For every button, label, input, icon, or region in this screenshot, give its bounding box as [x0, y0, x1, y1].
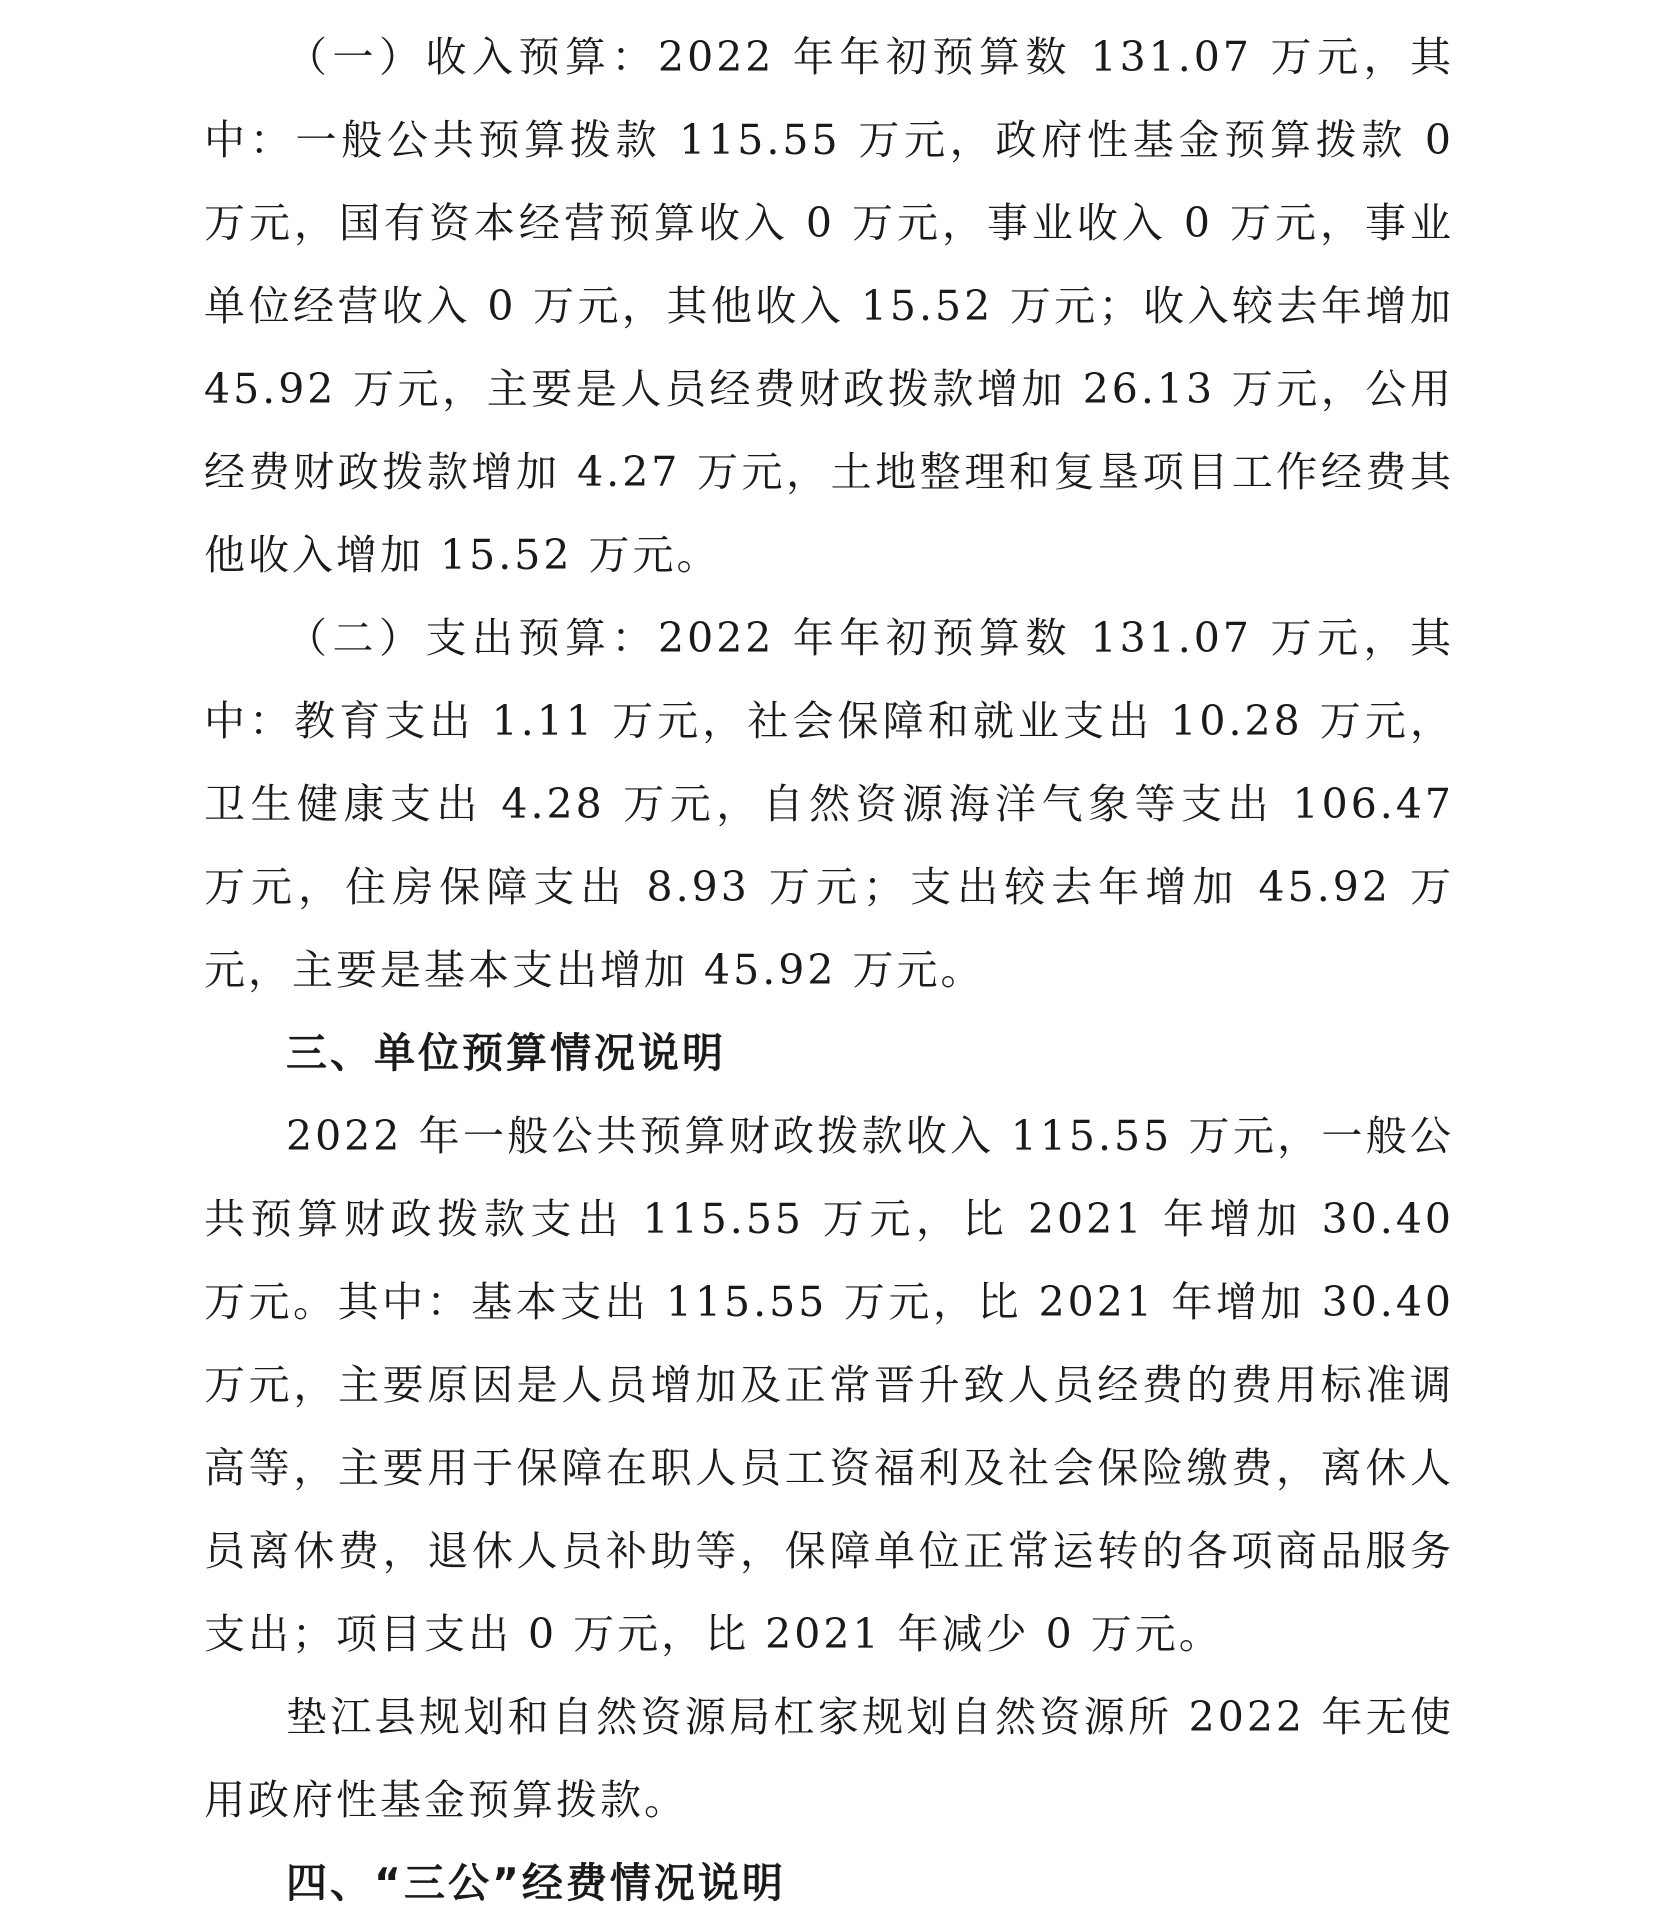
section-4-heading: 四、“三公”经费情况说明 — [286, 1859, 786, 1907]
income-budget-paragraph: （一）收入预算：2022 年年初预算数 131.07 万元，其中：一般公共预算拨款 115.55 万元，政府性基金预算拨款 0 万元，国有资本经营预算收入 0 万元，事业收入 0 万元，事业单位经营收入 0 万元，其他收入 15.52 万元；收入较去年增加 45.92 万元，主要是人员经费财政拨款增加 26.13 万元，公用经费财政拨款增加 4.27 万元，土地整理和复垦项目工作经费其他收入增加 15.52 万元。 — [204, 33, 1454, 579]
expenditure-budget-paragraph: （二）支出预算：2022 年年初预算数 131.07 万元，其中：教育支出 1.11 万元，社会保障和就业支出 10.28 万元，卫生健康支出 4.28 万元，自然资源海洋气象等支出 106.47 万元，住房保障支出 8.93 万元；支出较去年增加 45.92 万元，主要是基本支出增加 45.92 万元。 — [204, 614, 1454, 994]
government-fund-paragraph: 垫江县规划和自然资源局杠家规划自然资源所 2022 年无使用政府性基金预算拨款。 — [204, 1693, 1454, 1824]
document-page — [204, 16, 1454, 1925]
section-3-heading: 三、单位预算情况说明 — [286, 1029, 726, 1077]
section-3-body: 2022 年一般公共预算财政拨款收入 115.55 万元，一般公共预算财政拨款支出 115.55 万元，比 2021 年增加 30.40 万元。其中：基本支出 115.55 万元，比 2021 年增加 30.40 万元，主要原因是人员增加及正常晋升致人员经费的费用标准调高等，主要用于保障在职人员工资福利及社会保险缴费，离休人员离休费，退休人员补助等，保障单位正常运转的各项商品服务支出；项目支出 0 万元，比 2021 年减少 0 万元。 — [204, 1112, 1454, 1658]
